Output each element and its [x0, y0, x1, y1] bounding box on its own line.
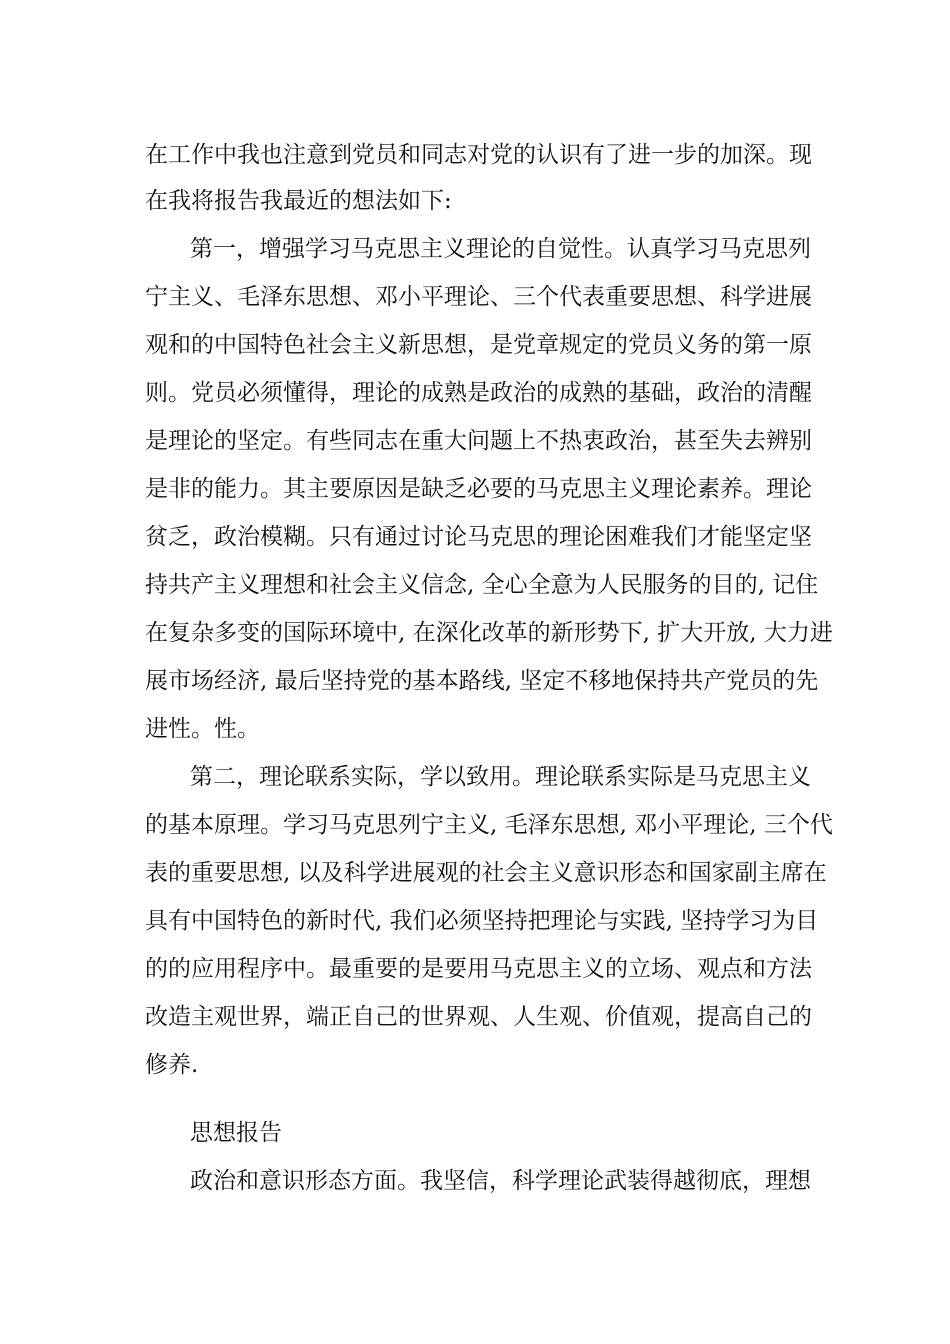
paragraph-line: 是理论的坚定。有些同志在重大问题上不热衷政治，甚至失去辨别	[145, 428, 812, 454]
paragraph-line: 具有中国特色的新时代, 我们必须坚持把理论与实践, 坚持学习为目	[145, 908, 819, 934]
paragraph-line: 的的应用程序中。最重要的是要用马克思主义的立场、观点和方法	[145, 956, 812, 982]
paragraph-line: 宁主义、毛泽东思想、邓小平理论、三个代表重要思想、科学进展	[145, 284, 812, 310]
paragraph-line: 在工作中我也注意到党员和同志对党的认识有了进一步的加深。现	[145, 142, 812, 168]
paragraph-line: 持共产主义理想和社会主义信念, 全心全意为人民服务的目的, 记住	[145, 572, 819, 598]
paragraph-line: 在我将报告我最近的想法如下:	[145, 188, 452, 214]
paragraph-line: 在复杂多变的国际环境中, 在深化改革的新形势下, 扩大开放, 大力进	[145, 620, 833, 646]
paragraph-line: 修养.	[145, 1052, 199, 1078]
paragraph-line: 第一，增强学习马克思主义理论的自觉性。认真学习马克思列	[190, 236, 811, 262]
paragraph-line: 贫乏，政治模糊。只有通过讨论马克思的理论困难我们才能坚定坚	[145, 524, 812, 550]
paragraph-line: 则。党员必须懂得，理论的成熟是政治的成熟的基础，政治的清醒	[145, 380, 812, 406]
paragraph-line: 进性。性。	[145, 716, 260, 742]
paragraph-line: 表的重要思想, 以及科学进展观的社会主义意识形态和国家副主席在	[145, 860, 827, 886]
paragraph-line: 观和的中国特色社会主义新思想，是党章规定的党员义务的第一原	[145, 332, 812, 358]
paragraph-line: 第二，理论联系实际，学以致用。理论联系实际是马克思主义	[190, 764, 811, 790]
paragraph-line: 改造主观世界，端正自己的世界观、人生观、价值观，提高自己的	[145, 1004, 812, 1030]
paragraph-line: 的基本原理。学习马克思列宁主义, 毛泽东思想, 邓小平理论, 三个代	[145, 812, 833, 838]
paragraph-line: 是非的能力。其主要原因是缺乏必要的马克思主义理论素养。理论	[145, 476, 812, 502]
paragraph-line: 政治和意识形态方面。我坚信，科学理论武装得越彻底，理想	[190, 1168, 811, 1194]
section-heading: 思想报告	[190, 1120, 282, 1146]
paragraph-line: 展市场经济, 最后坚持党的基本路线, 坚定不移地保持共产党员的先	[145, 668, 819, 694]
